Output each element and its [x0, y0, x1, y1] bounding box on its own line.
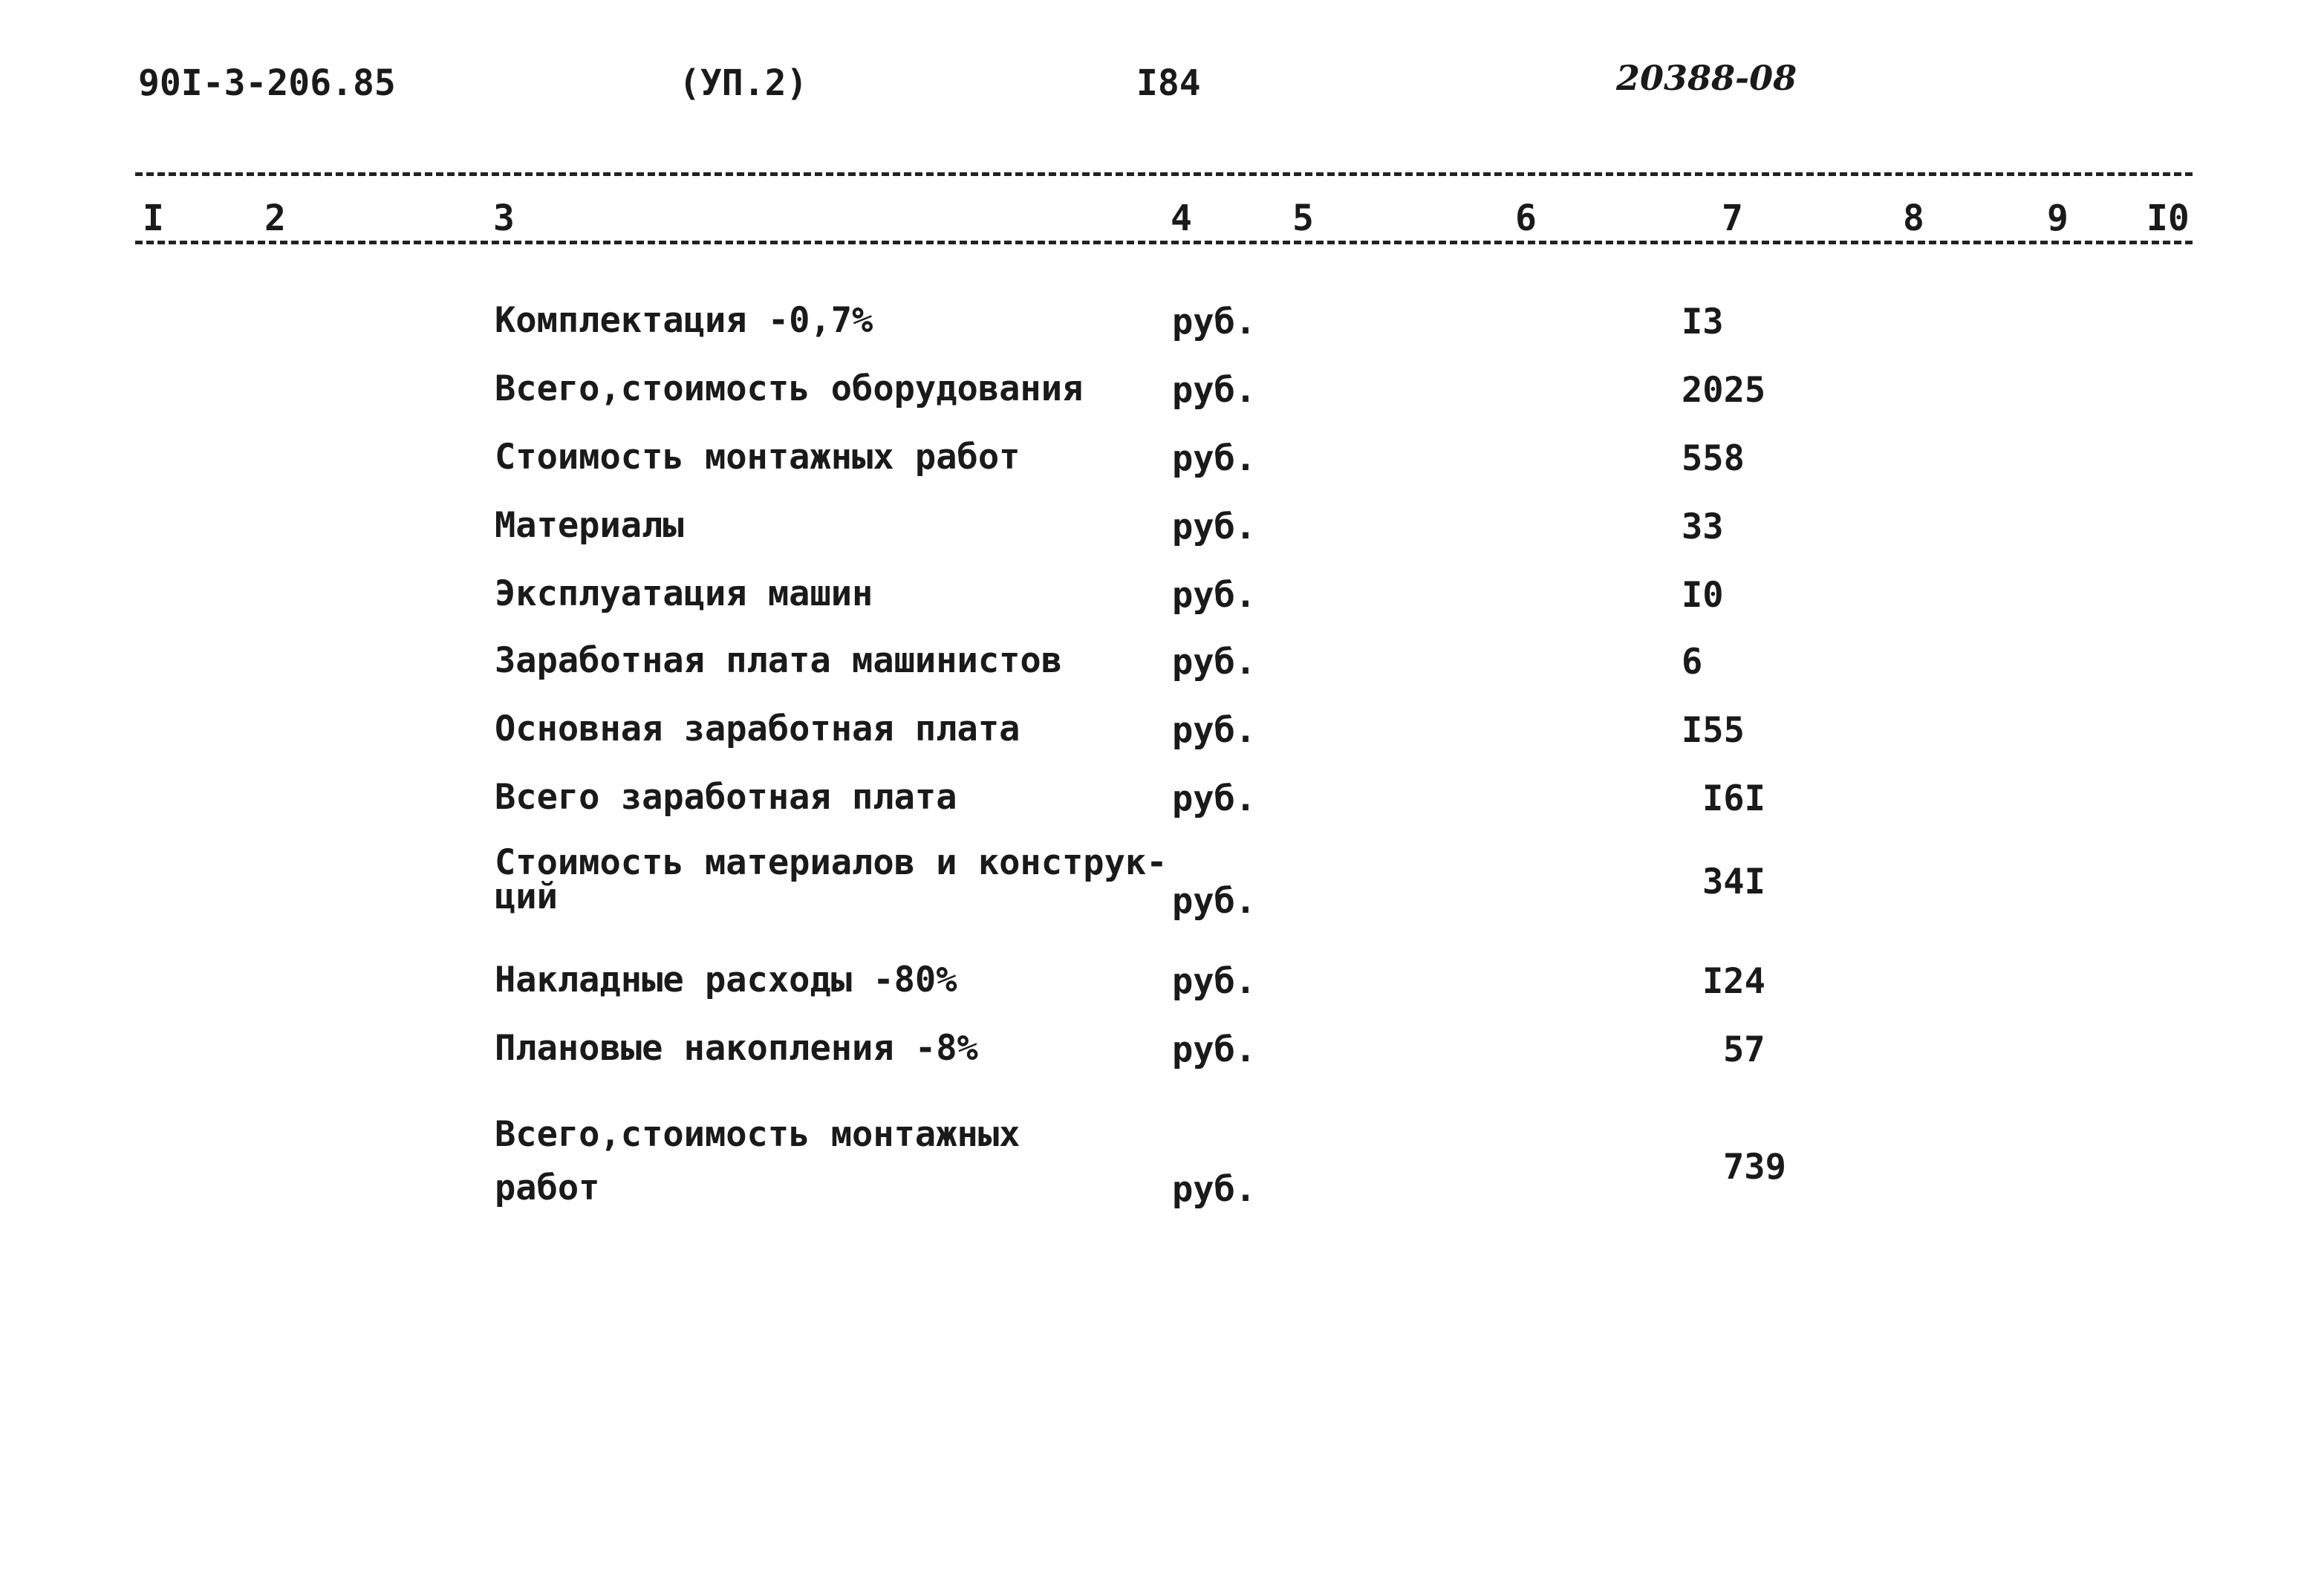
header-rule-bottom: [135, 241, 2193, 244]
row-unit: руб.: [1172, 438, 1257, 479]
row-unit: руб.: [1172, 302, 1257, 342]
header-rule-top: [135, 172, 2193, 176]
column-number-3: 3: [493, 198, 515, 239]
column-number-6: 6: [1515, 198, 1537, 239]
row-label-overhead: Накладные расходы -80%: [495, 960, 957, 1000]
row-value: 739: [1723, 1147, 1786, 1188]
row-label-installation-cost: Стоимость монтажных работ: [495, 437, 1021, 478]
row-label-materials: Материалы: [495, 505, 684, 546]
row-value: 57: [1723, 1029, 1765, 1070]
row-label-planned-savings: Плановые накопления -8%: [495, 1028, 978, 1069]
column-number-2: 2: [264, 198, 286, 239]
column-number-5: 5: [1292, 198, 1314, 239]
row-unit: руб.: [1172, 710, 1257, 751]
column-number-1: I: [143, 198, 164, 239]
row-label-total-wages: Всего заработная плата: [495, 777, 957, 818]
row-value: 2025: [1682, 370, 1766, 411]
row-value: 6: [1682, 642, 1703, 683]
row-label-operator-wages: Заработная плата машинистов: [495, 640, 1063, 681]
row-unit: руб.: [1172, 961, 1257, 1002]
row-label-equipment-total: Всего,стоимость оборудования: [495, 368, 1084, 409]
row-value: I0: [1682, 575, 1724, 616]
row-label-installation-total-continued: работ: [495, 1168, 600, 1208]
column-number-9: 9: [2047, 198, 2069, 239]
row-unit: руб.: [1172, 575, 1257, 616]
row-unit: руб.: [1172, 881, 1257, 922]
row-unit: руб.: [1172, 370, 1257, 411]
column-number-4: 4: [1171, 198, 1192, 239]
row-value: I24: [1702, 961, 1765, 1002]
row-value: 34I: [1702, 862, 1765, 902]
row-unit: руб.: [1172, 642, 1257, 683]
row-value: I6I: [1702, 778, 1765, 819]
row-label-machine-operation: Эксплуатация машин: [495, 573, 873, 614]
row-label-materials-and-structures-continued: ций: [495, 876, 558, 917]
section-label: (УП.2): [679, 62, 808, 104]
column-number-7: 7: [1722, 198, 1743, 239]
column-number-10: I0: [2146, 198, 2190, 239]
row-label-completion: Комплектация -0,7%: [495, 300, 873, 341]
row-label-materials-and-structures: Стоимость материалов и конструк-: [495, 842, 1168, 883]
row-value: I3: [1682, 302, 1724, 342]
row-value: I55: [1682, 710, 1745, 751]
row-label-base-wages: Основная заработная плата: [495, 709, 1021, 749]
row-unit: руб.: [1172, 1169, 1257, 1210]
row-label-installation-total: Всего,стоимость монтажных: [495, 1114, 1021, 1155]
handwritten-reference-number: 20388-08: [1616, 58, 1797, 98]
page-number: I84: [1136, 62, 1201, 104]
row-unit: руб.: [1172, 778, 1257, 819]
row-value: 33: [1682, 507, 1724, 547]
row-value: 558: [1682, 438, 1745, 479]
column-number-8: 8: [1903, 198, 1924, 239]
document-code: 90I-3-206.85: [138, 62, 396, 104]
row-unit: руб.: [1172, 507, 1257, 547]
row-unit: руб.: [1172, 1029, 1257, 1070]
